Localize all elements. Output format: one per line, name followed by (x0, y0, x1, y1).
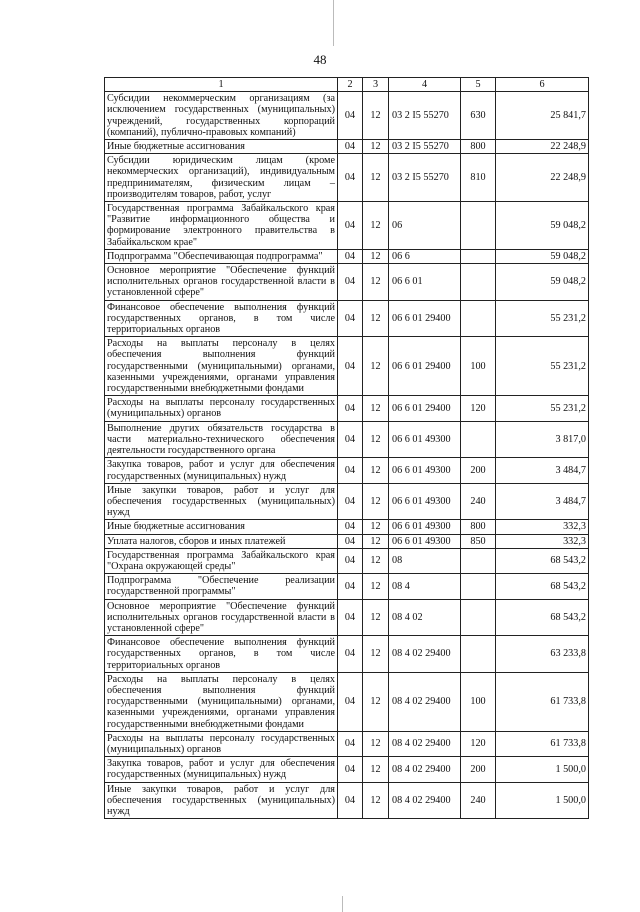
table-body (105, 92, 589, 819)
table-row (105, 548, 589, 573)
row-rz-cell: 04 (338, 396, 363, 421)
row-sum-cell: 1 500,0 (496, 757, 589, 782)
row-sum-cell: 68 543,2 (496, 574, 589, 599)
row-csr-cell: 08 4 02 (389, 599, 461, 636)
row-pr-cell: 12 (363, 249, 389, 263)
row-sum-cell: 63 233,8 (496, 636, 589, 673)
table-row (105, 337, 589, 396)
row-sum-cell: 55 231,2 (496, 396, 589, 421)
row-name-cell: Подпрограмма "Обеспечение реализации государственной программы" (105, 574, 338, 599)
row-csr-cell: 08 4 02 29400 (389, 636, 461, 673)
row-vr-cell: 630 (461, 92, 496, 140)
row-vr-cell: 800 (461, 520, 496, 534)
column-header-name: 1 (105, 78, 338, 92)
row-pr-cell: 12 (363, 636, 389, 673)
row-pr-cell: 12 (363, 672, 389, 731)
row-sum-cell: 1 500,0 (496, 782, 589, 819)
row-rz-cell: 04 (338, 599, 363, 636)
row-rz-cell: 04 (338, 300, 363, 337)
row-csr-cell: 06 6 01 49300 (389, 458, 461, 483)
row-rz-cell: 04 (338, 249, 363, 263)
row-vr-cell (461, 599, 496, 636)
row-csr-cell: 08 4 (389, 574, 461, 599)
row-rz-cell: 04 (338, 140, 363, 154)
row-sum-cell: 68 543,2 (496, 548, 589, 573)
row-name-cell: Иные закупки товаров, работ и услуг для обеспечения государственных (муниципальных) нужд (105, 483, 338, 520)
row-csr-cell: 06 6 01 49300 (389, 520, 461, 534)
row-csr-cell: 08 (389, 548, 461, 573)
table-row (105, 731, 589, 756)
row-vr-cell (461, 636, 496, 673)
row-pr-cell: 12 (363, 202, 389, 250)
row-name-cell: Государственная программа Забайкальского края "Развитие информационного общества и формирование электронного правительства в Забайкальском крае" (105, 202, 338, 250)
scan-artifact-bottom (342, 896, 343, 912)
row-pr-cell: 12 (363, 757, 389, 782)
row-vr-cell (461, 202, 496, 250)
row-pr-cell: 12 (363, 421, 389, 458)
row-csr-cell: 06 6 01 29400 (389, 337, 461, 396)
row-name-cell: Выполнение других обязательств государства в части материально-технического обеспечения деятельности государственного органа (105, 421, 338, 458)
table-row (105, 396, 589, 421)
row-pr-cell: 12 (363, 458, 389, 483)
row-csr-cell: 08 4 02 29400 (389, 782, 461, 819)
row-rz-cell: 04 (338, 520, 363, 534)
row-name-cell: Расходы на выплаты персоналу в целях обеспечения выполнения функций государственными (муниципальными) органами, казенными учреждениями, органами управления государственными внебюджетными фондами (105, 337, 338, 396)
row-rz-cell: 04 (338, 483, 363, 520)
row-vr-cell (461, 421, 496, 458)
table-row (105, 300, 589, 337)
row-sum-cell: 59 048,2 (496, 249, 589, 263)
table-row (105, 520, 589, 534)
row-vr-cell (461, 574, 496, 599)
row-pr-cell: 12 (363, 782, 389, 819)
row-pr-cell: 12 (363, 534, 389, 548)
row-pr-cell: 12 (363, 483, 389, 520)
row-vr-cell (461, 264, 496, 301)
row-name-cell: Расходы на выплаты персоналу в целях обеспечения выполнения функций государственными (муниципальными) органами, казенными учреждениями, органами управления государственными внебюджетными фондами (105, 672, 338, 731)
row-name-cell: Иные бюджетные ассигнования (105, 520, 338, 534)
row-name-cell: Расходы на выплаты персоналу государственных (муниципальных) органов (105, 731, 338, 756)
row-vr-cell: 120 (461, 731, 496, 756)
row-name-cell: Государственная программа Забайкальского края "Охрана окружающей среды" (105, 548, 338, 573)
row-sum-cell: 332,3 (496, 534, 589, 548)
row-name-cell: Иные закупки товаров, работ и услуг для обеспечения государственных (муниципальных) нужд (105, 782, 338, 819)
table-row (105, 421, 589, 458)
row-rz-cell: 04 (338, 154, 363, 202)
row-rz-cell: 04 (338, 92, 363, 140)
row-sum-cell: 3 484,7 (496, 458, 589, 483)
row-csr-cell: 06 6 01 (389, 264, 461, 301)
row-csr-cell: 06 6 01 49300 (389, 421, 461, 458)
row-rz-cell: 04 (338, 421, 363, 458)
table-row (105, 757, 589, 782)
row-name-cell: Финансовое обеспечение выполнения функций государственных органов, в том числе территориальных органов (105, 636, 338, 673)
column-header-pr: 3 (363, 78, 389, 92)
row-vr-cell (461, 548, 496, 573)
row-vr-cell: 100 (461, 672, 496, 731)
row-pr-cell: 12 (363, 337, 389, 396)
row-sum-cell: 59 048,2 (496, 202, 589, 250)
table-row (105, 264, 589, 301)
row-vr-cell: 200 (461, 757, 496, 782)
row-rz-cell: 04 (338, 548, 363, 573)
row-pr-cell: 12 (363, 300, 389, 337)
row-name-cell: Финансовое обеспечение выполнения функций государственных органов, в том числе территориальных органов (105, 300, 338, 337)
row-name-cell: Основное мероприятие "Обеспечение функций исполнительных органов государственной власти в установленной сфере" (105, 264, 338, 301)
row-sum-cell: 22 248,9 (496, 140, 589, 154)
table-row (105, 782, 589, 819)
row-rz-cell: 04 (338, 731, 363, 756)
row-rz-cell: 04 (338, 672, 363, 731)
row-rz-cell: 04 (338, 264, 363, 301)
table-row (105, 534, 589, 548)
row-vr-cell: 240 (461, 782, 496, 819)
row-vr-cell (461, 249, 496, 263)
row-name-cell: Субсидии некоммерческим организациям (за исключением государственных (муниципальных) учреждений, государственных корпораций (компаний), публично-правовых компаний) (105, 92, 338, 140)
row-rz-cell: 04 (338, 782, 363, 819)
row-name-cell: Закупка товаров, работ и услуг для обеспечения государственных (муниципальных) нужд (105, 757, 338, 782)
row-sum-cell: 25 841,7 (496, 92, 589, 140)
row-pr-cell: 12 (363, 599, 389, 636)
row-sum-cell: 3 484,7 (496, 483, 589, 520)
table-row (105, 574, 589, 599)
scan-artifact-top (333, 0, 334, 46)
column-header-rz: 2 (338, 78, 363, 92)
column-header-csr: 4 (389, 78, 461, 92)
row-sum-cell: 332,3 (496, 520, 589, 534)
row-vr-cell: 240 (461, 483, 496, 520)
page-number: 48 (313, 52, 327, 67)
row-vr-cell: 800 (461, 140, 496, 154)
row-csr-cell: 06 6 (389, 249, 461, 263)
table-header-row (105, 78, 589, 92)
row-rz-cell: 04 (338, 636, 363, 673)
table-row (105, 636, 589, 673)
row-name-cell: Закупка товаров, работ и услуг для обеспечения государственных (муниципальных) нужд (105, 458, 338, 483)
row-csr-cell: 06 6 01 29400 (389, 300, 461, 337)
row-pr-cell: 12 (363, 154, 389, 202)
row-rz-cell: 04 (338, 202, 363, 250)
row-sum-cell: 55 231,2 (496, 300, 589, 337)
row-sum-cell: 55 231,2 (496, 337, 589, 396)
row-vr-cell: 100 (461, 337, 496, 396)
row-name-cell: Иные бюджетные ассигнования (105, 140, 338, 154)
row-vr-cell: 200 (461, 458, 496, 483)
row-sum-cell: 68 543,2 (496, 599, 589, 636)
table-row (105, 458, 589, 483)
row-csr-cell: 08 4 02 29400 (389, 672, 461, 731)
row-csr-cell: 08 4 02 29400 (389, 731, 461, 756)
row-csr-cell: 06 6 01 49300 (389, 483, 461, 520)
row-pr-cell: 12 (363, 140, 389, 154)
row-pr-cell: 12 (363, 92, 389, 140)
row-name-cell: Основное мероприятие "Обеспечение функций исполнительных органов государственной власти в установленной сфере" (105, 599, 338, 636)
row-rz-cell: 04 (338, 337, 363, 396)
row-sum-cell: 3 817,0 (496, 421, 589, 458)
column-header-vr: 5 (461, 78, 496, 92)
row-csr-cell: 03 2 I5 55270 (389, 92, 461, 140)
row-csr-cell: 03 2 I5 55270 (389, 154, 461, 202)
table-row (105, 672, 589, 731)
table-row (105, 92, 589, 140)
row-vr-cell: 120 (461, 396, 496, 421)
row-vr-cell (461, 300, 496, 337)
table-row (105, 202, 589, 250)
row-vr-cell: 850 (461, 534, 496, 548)
row-pr-cell: 12 (363, 574, 389, 599)
table-row (105, 154, 589, 202)
row-csr-cell: 06 6 01 49300 (389, 534, 461, 548)
row-name-cell: Подпрограмма "Обеспечивающая подпрограмма" (105, 249, 338, 263)
table-row (105, 140, 589, 154)
row-name-cell: Субсидии юридическим лицам (кроме некоммерческих организаций), индивидуальным предпринимателям, физическим лицам – производителям товаров, работ, услуг (105, 154, 338, 202)
row-csr-cell: 03 2 I5 55270 (389, 140, 461, 154)
row-csr-cell: 08 4 02 29400 (389, 757, 461, 782)
row-sum-cell: 61 733,8 (496, 672, 589, 731)
row-pr-cell: 12 (363, 548, 389, 573)
row-rz-cell: 04 (338, 757, 363, 782)
row-rz-cell: 04 (338, 458, 363, 483)
row-vr-cell: 810 (461, 154, 496, 202)
row-pr-cell: 12 (363, 396, 389, 421)
row-name-cell: Уплата налогов, сборов и иных платежей (105, 534, 338, 548)
row-sum-cell: 59 048,2 (496, 264, 589, 301)
budget-table (104, 77, 589, 819)
row-pr-cell: 12 (363, 731, 389, 756)
row-pr-cell: 12 (363, 264, 389, 301)
row-sum-cell: 61 733,8 (496, 731, 589, 756)
table-row (105, 599, 589, 636)
row-pr-cell: 12 (363, 520, 389, 534)
row-csr-cell: 06 (389, 202, 461, 250)
table-row (105, 249, 589, 263)
table-row (105, 483, 589, 520)
row-name-cell: Расходы на выплаты персоналу государственных (муниципальных) органов (105, 396, 338, 421)
row-sum-cell: 22 248,9 (496, 154, 589, 202)
row-csr-cell: 06 6 01 29400 (389, 396, 461, 421)
row-rz-cell: 04 (338, 534, 363, 548)
column-header-sum: 6 (496, 78, 589, 92)
row-rz-cell: 04 (338, 574, 363, 599)
